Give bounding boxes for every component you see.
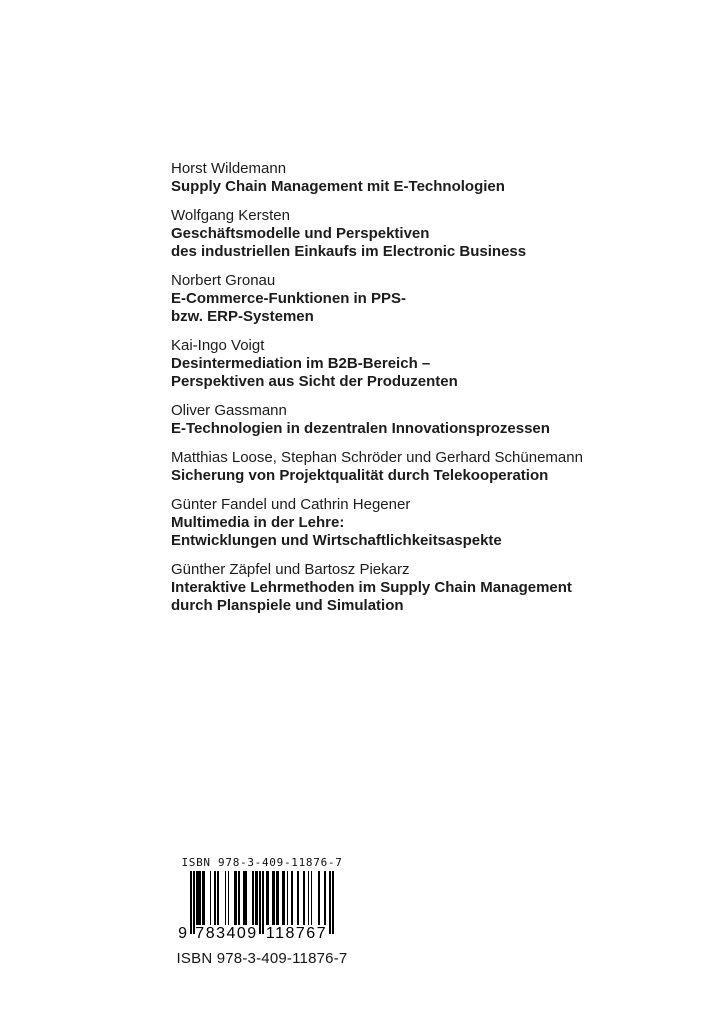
list-item: [171, 160, 671, 196]
entry-author: Kai-Ingo Voigt: [171, 337, 265, 354]
barcode-bar: [199, 871, 201, 926]
barcode-bar: [287, 871, 289, 926]
entry-title-line: Geschäftsmodelle und Perspektiven: [171, 225, 430, 242]
barcode-bar: [329, 871, 331, 934]
entry-title-line: Desintermediation im B2B-Bereich –: [171, 355, 431, 372]
list-item: [171, 207, 671, 261]
contents-list: [171, 160, 671, 626]
barcode-machine-caption: ISBN 978-3-409-11876-7: [181, 856, 343, 869]
barcode-bar: [324, 871, 326, 926]
entry-author: Horst Wildemann: [171, 160, 287, 177]
barcode-bar: [259, 871, 261, 934]
ean-right-digit-group: 118767: [265, 925, 328, 942]
entry-title-line: Perspektiven aus Sicht der Produzenten: [171, 373, 458, 390]
barcode-bar: [256, 871, 258, 926]
list-item: [171, 449, 671, 485]
isbn-barcode-block: [172, 856, 352, 968]
list-item: [171, 561, 671, 615]
entry-title-line: Sicherung von Projektqualität durch Telekooperation: [171, 467, 549, 484]
isbn-text: ISBN 978-3-409-11876-7: [176, 950, 348, 967]
barcode-bar: [332, 871, 334, 934]
entry-author: Oliver Gassmann: [171, 402, 287, 419]
barcode-bar: [291, 871, 293, 926]
barcode-bar: [308, 871, 310, 926]
entry-title-line: Supply Chain Management mit E-Technologien: [171, 178, 505, 195]
barcode-bar: [210, 871, 212, 926]
barcode-bar: [228, 871, 230, 926]
list-item: [171, 402, 671, 438]
barcode-bar: [204, 871, 206, 926]
ean-left-digit-group: 783409: [195, 925, 258, 942]
barcode-bar: [214, 871, 216, 926]
barcode-bar: [311, 871, 313, 926]
barcode-bar: [252, 871, 254, 926]
barcode-bar: [225, 871, 227, 926]
barcode-bars: [178, 871, 334, 942]
barcode-bar: [246, 871, 248, 926]
entry-title-line: Entwicklungen und Wirtschaftlichkeitsaspekte: [171, 532, 502, 549]
list-item: [171, 272, 671, 326]
entry-author: Wolfgang Kersten: [171, 207, 290, 224]
barcode-bar: [235, 871, 237, 926]
barcode-bar: [318, 871, 320, 926]
entry-title-line: durch Planspiele und Simulation: [171, 597, 404, 614]
barcode-bar: [238, 871, 240, 926]
entry-title-line: Multimedia in der Lehre:: [171, 514, 345, 531]
ean-lead-digit: 9: [175, 925, 187, 942]
barcode-bar: [262, 871, 264, 934]
entry-title-line: bzw. ERP-Systemen: [171, 308, 314, 325]
barcode-bar: [297, 871, 299, 926]
entry-author: Norbert Gronau: [171, 272, 276, 289]
barcode-bar: [273, 871, 275, 926]
barcode-bar: [303, 871, 305, 926]
entry-title-line: E-Technologien in dezentralen Innovationsprozessen: [171, 420, 550, 437]
barcode-bar: [278, 871, 280, 926]
entry-title-line: E-Commerce-Funktionen in PPS-: [171, 290, 407, 307]
barcode-bar: [284, 871, 286, 926]
barcode-bar: [267, 871, 269, 926]
list-item: [171, 337, 671, 391]
list-item: [171, 496, 671, 550]
entry-author: Günther Zäpfel und Bartosz Piekarz: [171, 561, 410, 578]
entry-author: Matthias Loose, Stephan Schröder und Gerhard Schünemann: [171, 449, 583, 466]
entry-title-line: Interaktive Lehrmethoden im Supply Chain Management: [171, 579, 572, 596]
entry-title-line: des industriellen Einkaufs im Electronic Business: [171, 243, 527, 260]
barcode-bar: [217, 871, 219, 926]
barcode-bar: [190, 871, 192, 934]
entry-author: Günter Fandel und Cathrin Hegener: [171, 496, 411, 513]
